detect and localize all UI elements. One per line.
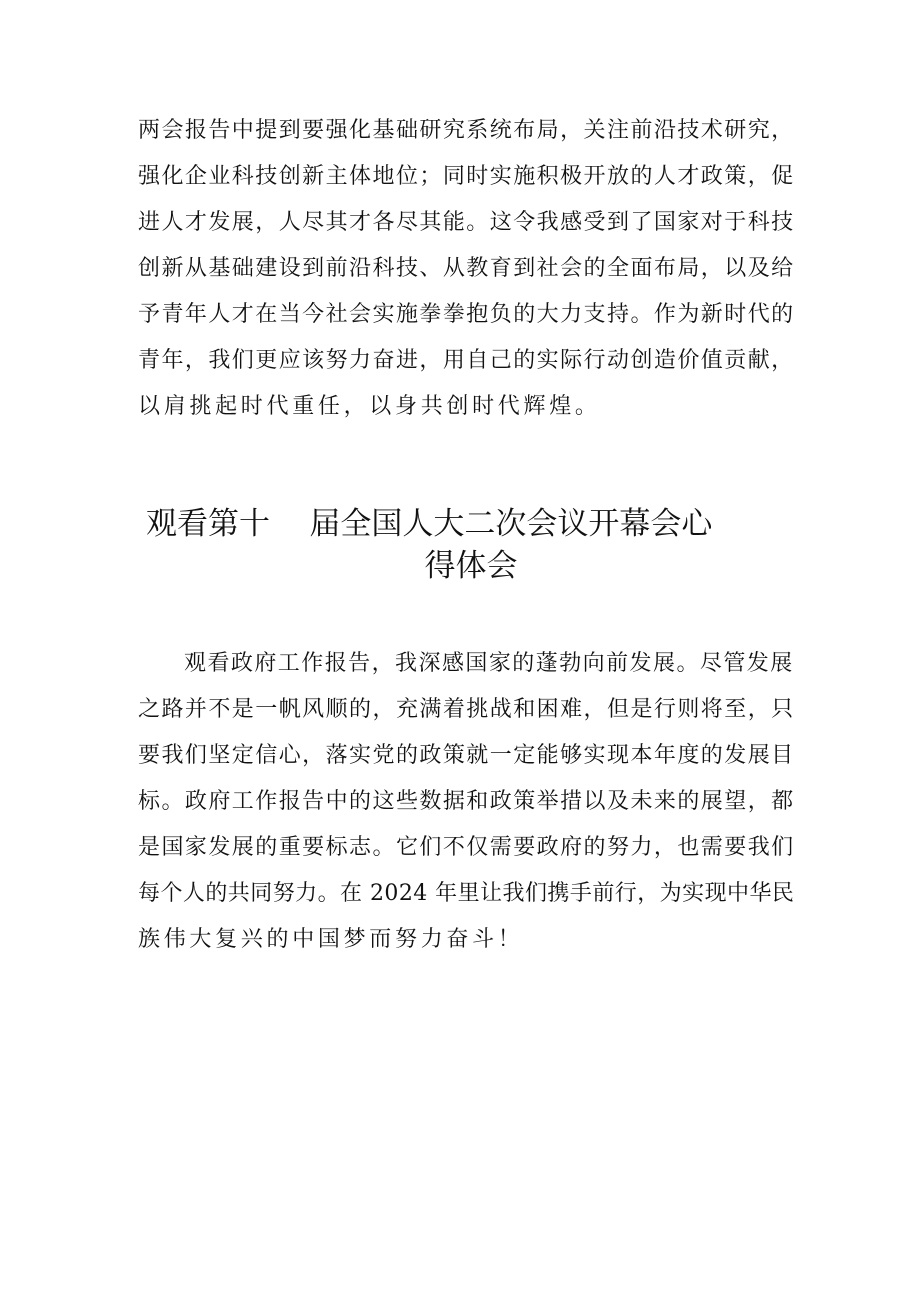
paragraph-2 <box>138 641 798 963</box>
paragraph-line: 进人才发展，人尽其才各尽其能。这令我感受到了国家对于科技 <box>138 210 795 235</box>
paragraph-line: 要我们坚定信心，落实党的政策就一定能够实现本年度的发展目 <box>138 743 795 768</box>
paragraph-line: 是国家发展的重要标志。它们不仅需要政府的努力，也需要我们 <box>138 835 795 860</box>
title-line: 观看第十 届全国人大二次会议开幕会心 <box>146 506 713 542</box>
paragraph-line: 创新从基础建设到前沿科技、从教育到社会的全面布局，以及给 <box>138 256 795 281</box>
paragraph-line: 每个人的共同努力。在 2024 年里让我们携手前行，为实现中华民 <box>138 881 795 906</box>
paragraph-line: 两会报告中提到要强化基础研究系统布局，关注前沿技术研究， <box>138 118 795 143</box>
paragraph-1 <box>138 108 798 430</box>
document-title <box>100 503 820 587</box>
paragraph-line: 观看政府工作报告，我深感国家的蓬勃向前发展。尽管发展 <box>184 651 794 676</box>
paragraph-line: 强化企业科技创新主体地位；同时实施积极开放的人才政策，促 <box>138 164 795 189</box>
paragraph-line: 以肩挑起时代重任，以身共创时代辉煌。 <box>138 394 601 419</box>
paragraph-line: 之路并不是一帆风顺的，充满着挑战和困难，但是行则将至，只 <box>138 697 795 722</box>
title-line: 得体会 <box>424 548 518 584</box>
paragraph-line: 青年，我们更应该努力奋进，用自己的实际行动创造价值贡献， <box>138 348 795 373</box>
paragraph-line: 标。政府工作报告中的这些数据和政策举措以及未来的展望，都 <box>138 789 795 814</box>
paragraph-line: 族伟大复兴的中国梦而努力奋斗！ <box>138 927 524 952</box>
paragraph-line: 予青年人才在当今社会实施拳拳抱负的大力支持。作为新时代的 <box>138 302 795 327</box>
